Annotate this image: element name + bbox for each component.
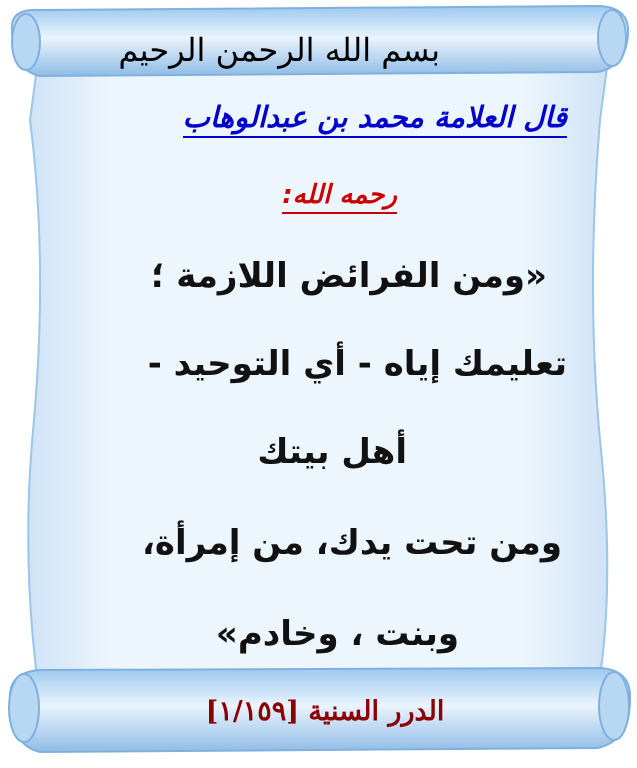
quote-line-1: «ومن الفرائض اللازمة ؛ <box>150 256 547 296</box>
quote-line-3: أهل بيتك <box>257 432 407 472</box>
source-citation: الدرر السنية [١/١٥٩] <box>205 696 445 727</box>
blessing-subheading <box>60 180 397 226</box>
attribution-text: قال العلامة محمد بن عبدالوهاب <box>183 100 567 138</box>
attribution-heading <box>60 100 567 150</box>
basmala-calligraphy: بسم الله الرحمن الرحيم <box>118 31 440 69</box>
blessing-text: رحمه الله: <box>282 180 397 214</box>
quote-line-5: وبنت ، وخادم» <box>215 614 459 654</box>
quote-line-2: تعليمك إياه - أي التوحيد - <box>147 344 567 384</box>
quote-line-4: ومن تحت يدك، من إمرأة، <box>141 523 562 563</box>
